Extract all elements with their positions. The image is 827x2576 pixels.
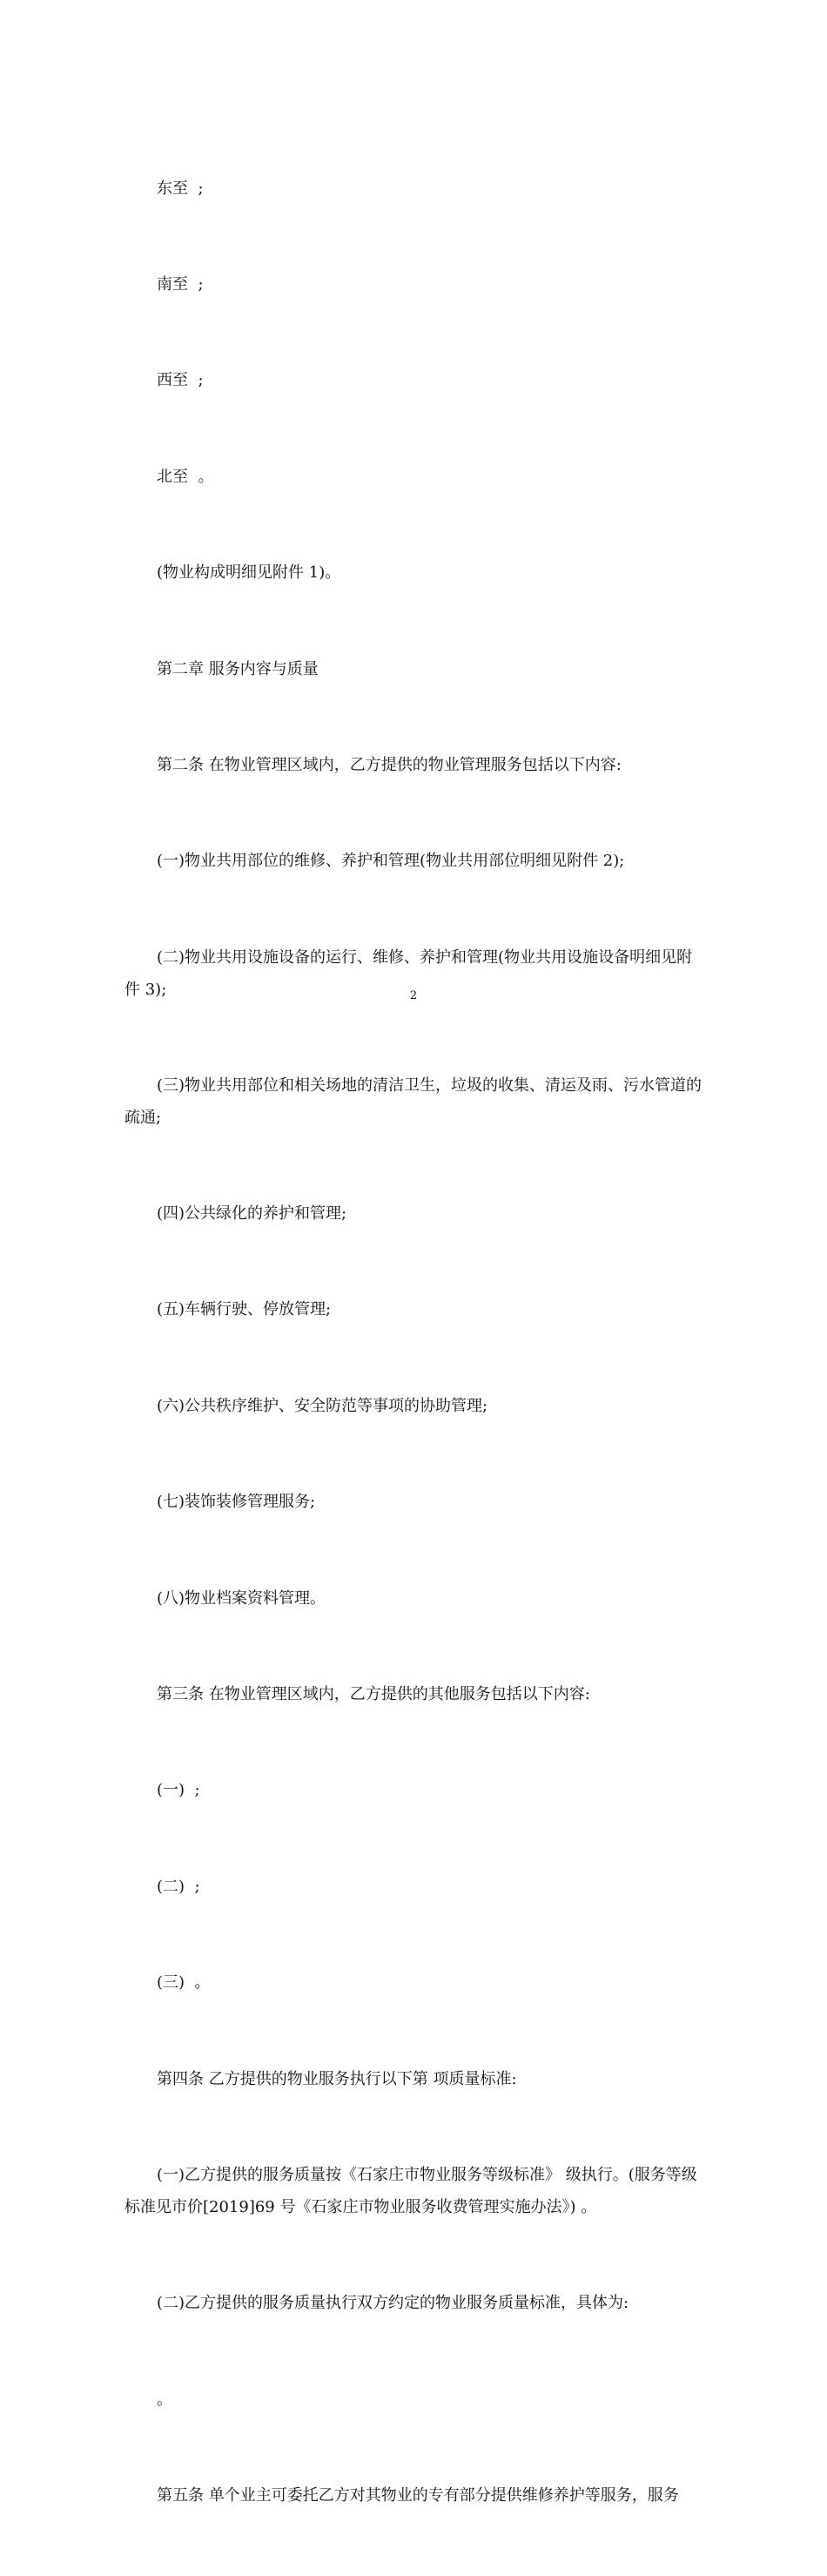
- article-2-item-1: (一)物业共用部位的维修、养护和管理(物业共用部位明细见附件 2);: [157, 852, 625, 871]
- article-2-item-7: (七)装饰装修管理服务;: [157, 1493, 316, 1512]
- article-2-item-2: (二)物业共用设施设备的运行、维修、养护和管理(物业共用设施设备明细见附件 3);: [124, 947, 693, 999]
- paragraph-south-boundary: 南至 ;: [157, 274, 204, 293]
- article-2-item-8: (八)物业档案资料管理。: [157, 1588, 326, 1608]
- article-3-item-2: (二) ;: [157, 1877, 200, 1896]
- article-4-item-2-blank: 。: [157, 2390, 172, 2409]
- article-2: 第二条 在物业管理区域内，乙方提供的物业管理服务包括以下内容:: [157, 755, 622, 774]
- paragraph-property-composition: (物业构成明细见附件 1)。: [157, 563, 341, 583]
- article-2-item-4: (四)公共绿化的养护和管理;: [157, 1204, 347, 1224]
- article-4-item-1: (一)乙方提供的服务质量按《石家庄市物业服务等级标准》 级执行。(服务等级标准见市价[2019]69 号《石家庄市物业服务收费管理实施办法》) 。: [124, 2166, 697, 2216]
- paragraph-west-boundary: 西至 ;: [157, 371, 204, 390]
- article-2-item-6: (六)公共秩序维护、安全防范等事项的协助管理;: [157, 1396, 488, 1415]
- chapter-heading: 第二章 服务内容与质量: [157, 659, 319, 678]
- article-4-item-2: (二)乙方提供的服务质量执行双方约定的物业服务质量标准，具体为:: [157, 2294, 629, 2313]
- article-3-item-3: (三) 。: [157, 1973, 211, 1993]
- page-number: 2: [409, 989, 418, 1002]
- article-5: 第五条 单个业主可委托乙方对其物业的专有部分提供维修养护等服务，服务: [157, 2485, 679, 2505]
- paragraph-east-boundary: 东至 ;: [157, 179, 204, 198]
- document-body: [124, 109, 703, 2576]
- article-4: 第四条 乙方提供的物业服务执行以下第 项质量标准:: [157, 2069, 517, 2088]
- article-3: 第三条 在物业管理区域内，乙方提供的其他服务包括以下内容:: [157, 1685, 590, 1704]
- paragraph-north-boundary: 北至 。: [157, 467, 214, 486]
- article-2-item-5: (五)车辆行驶、停放管理;: [157, 1300, 332, 1319]
- article-2-item-3: (三)物业共用部位和相关场地的清洁卫生，垃圾的收集、清运及雨、污水管道的疏通;: [124, 1076, 703, 1127]
- article-3-item-1: (一) ;: [157, 1781, 200, 1800]
